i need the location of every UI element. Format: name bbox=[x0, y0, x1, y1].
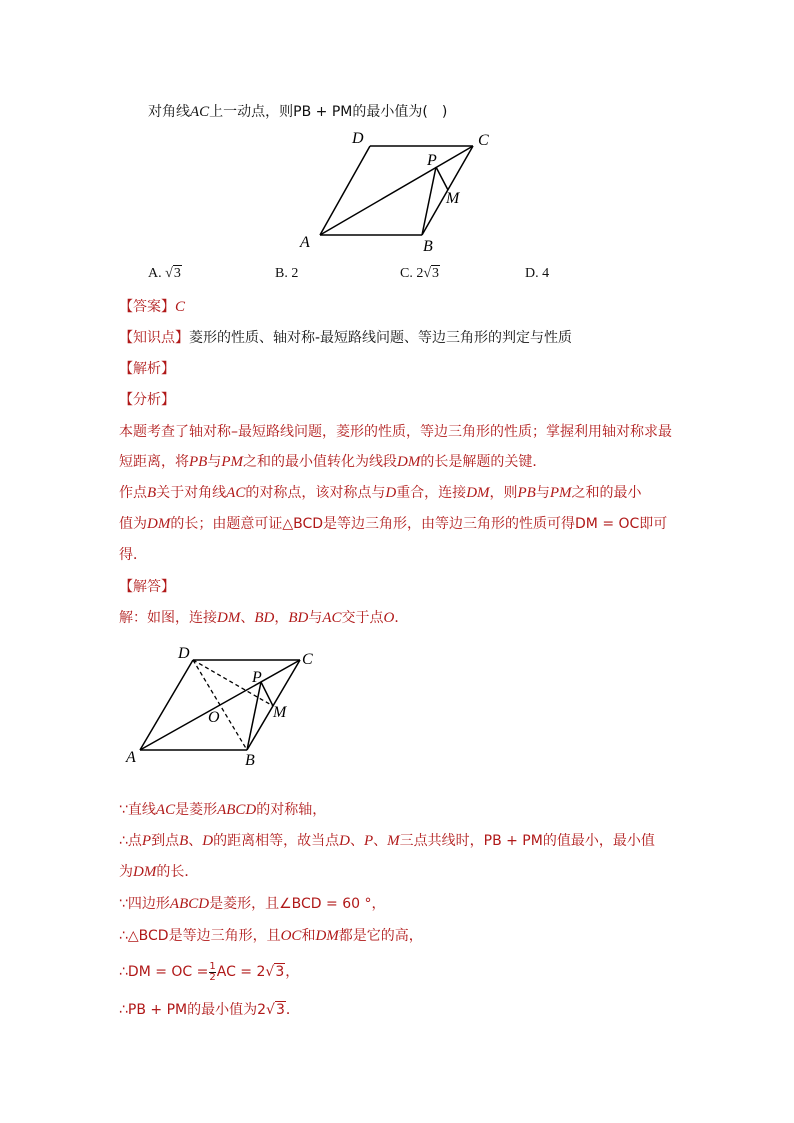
fig1-label-m: M bbox=[446, 190, 460, 207]
option-b[interactable]: B. 2 bbox=[275, 266, 299, 281]
fig1-label-a: A bbox=[300, 234, 310, 251]
fig2-label-m: M bbox=[273, 704, 287, 721]
knowledge-line bbox=[119, 327, 572, 349]
option-d[interactable]: D. 4 bbox=[525, 266, 550, 281]
analysis-p2-line3: 得． bbox=[119, 547, 147, 563]
fig2-label-d: D bbox=[178, 645, 190, 662]
fig2-label-o: O bbox=[208, 709, 220, 726]
fig2-label-b: B bbox=[245, 752, 255, 769]
fig2-label-p: P bbox=[252, 669, 262, 686]
fig1-label-p: P bbox=[427, 152, 437, 169]
proof-line-5: ∴△BCD是等边三角形，且OC和DM都是它的高， bbox=[119, 928, 423, 944]
answer-line bbox=[119, 296, 185, 318]
fenxi-tag: 【分析】 bbox=[119, 392, 175, 408]
fig1-label-c: C bbox=[478, 132, 489, 149]
fig2-label-c: C bbox=[302, 651, 313, 668]
proof-line-4: ∵四边形ABCD是菱形，且∠BCD = 60 °， bbox=[119, 896, 386, 912]
proof-line-6: ∴DM = OC = $\frac{1}{2}$ AC = 2√3， bbox=[119, 960, 300, 983]
analysis-p1-line2: 短距离，将PB与PM之和的最小值转化为线段DM的长是解题的关键． bbox=[119, 454, 547, 470]
proof-line-3: 为DM的长． bbox=[119, 864, 199, 880]
option-a[interactable]: A. √3 bbox=[148, 266, 181, 281]
proof-line-2: ∴点P到点B、D的距离相等，故当点D、P、M三点共线时，PB + PM的值最小，最小值 bbox=[119, 833, 655, 849]
answer-tag: 【答案】 bbox=[119, 299, 175, 315]
fraction-one-half: $\frac{1}{2}$ bbox=[209, 960, 216, 983]
fig1-label-b: B bbox=[423, 238, 433, 255]
analysis-p2-line2: 值为DM的长；由题意可证△BCD是等边三角形，由等边三角形的性质可得DM = OC即可 bbox=[119, 516, 668, 532]
analysis-p1-line1: 本题考查了轴对称–最短路线问题，菱形的性质，等边三角形的性质；掌握利用轴对称求最 bbox=[119, 424, 672, 440]
fig2-label-a: A bbox=[126, 749, 136, 766]
jiexi-tag: 【解析】 bbox=[119, 361, 175, 377]
proof-line-7: ∴PB + PM的最小值为2√3． bbox=[119, 1002, 300, 1018]
option-c[interactable]: C. 2√3 bbox=[400, 266, 440, 281]
question-stem: 对角线AC上一动点，则PB + PM的最小值为( ) bbox=[148, 104, 448, 120]
fig1-label-d: D bbox=[352, 130, 364, 147]
knowledge-tag: 【知识点】 bbox=[119, 330, 189, 346]
proof-line-1: ∵直线AC是菱形ABCD的对称轴， bbox=[119, 802, 327, 818]
analysis-p2-line1: 作点B关于对角线AC的对称点，该对称点与D重合，连接DM，则PB与PM之和的最小 bbox=[119, 485, 642, 501]
solution-intro: 解：如图，连接DM、BD，BD与AC交于点O． bbox=[119, 610, 409, 626]
jieda-tag: 【解答】 bbox=[119, 579, 175, 595]
rhombus-figure-1 bbox=[290, 125, 510, 255]
rhombus-figure-2 bbox=[120, 640, 330, 775]
knowledge-text: 菱形的性质、轴对称-最短路线问题、等边三角形的判定与性质 bbox=[189, 330, 573, 346]
stem-ac: AC bbox=[190, 104, 210, 120]
answer-value: C bbox=[175, 299, 186, 315]
